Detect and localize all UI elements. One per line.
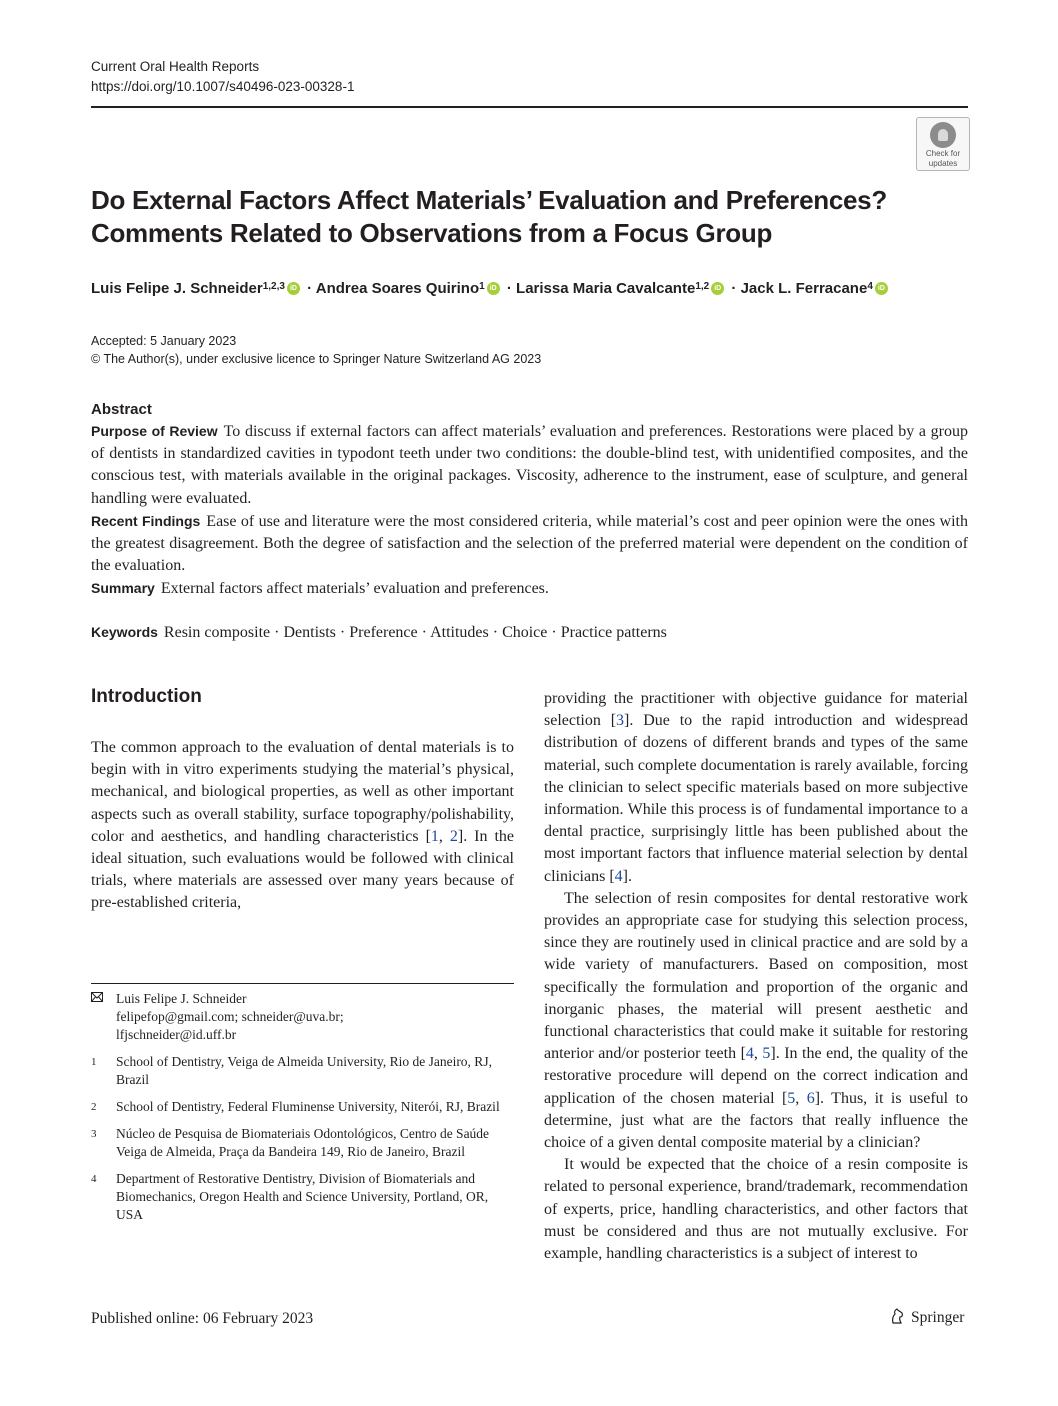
findings-text: Ease of use and literature were the most considered criteria, while material’s cost and peer opinion were the ones with the greatest disagreement. Both the degree of satisfaction and the selection of the preferred material were dependent on the condition of the evaluation. <box>91 512 969 575</box>
purpose-label: Purpose of Review <box>91 423 218 439</box>
citation-link[interactable]: 2 <box>449 827 458 845</box>
author-name[interactable]: Jack L. Ferracane <box>740 280 868 297</box>
citation-link[interactable]: 4 <box>745 1045 754 1063</box>
badge-label-1: Check for <box>925 149 961 158</box>
text-run: ]. Thus, it is useful to determine, just what are the factors that really influence the choice of a given dental composite material by a clinician? <box>544 1089 969 1152</box>
copyright-notice: © The Author(s), under exclusive licence to Springer Nature Switzerland AG 2023 <box>91 352 542 366</box>
citation-link[interactable]: 5 <box>787 1089 796 1107</box>
orcid-icon[interactable]: iD <box>875 282 888 295</box>
accepted-date: Accepted: 5 January 2023 <box>91 334 237 348</box>
author-name[interactable]: Andrea Soares Quirino <box>315 280 480 297</box>
left-column <box>91 685 514 915</box>
article-title <box>91 184 951 250</box>
text-run: The selection of resin composites for dental restorative work provides an appropriate case for studying this selection process, since they are routinely used in clinical practice and are sold by a wide variety of manufacturers. Based on composition, most specifically the formulation and proportion of the organic and inorganic phases, the material will present aesthetic and functional characteristics that could make it suitable for restoring anterior and/or posterior teeth [ <box>544 889 968 1063</box>
check-for-updates-badge[interactable] <box>916 117 970 171</box>
email-link[interactable]: felipefop@gmail.com; schneider@uva.br; <box>116 1009 344 1024</box>
envelope-icon <box>91 990 116 1044</box>
citation-link[interactable]: 4 <box>614 867 623 885</box>
affiliation-2 <box>91 1098 514 1116</box>
summary-label: Summary <box>91 580 155 597</box>
right-column <box>544 688 968 1265</box>
title-line-1: Do External Factors Affect Materials’ Evaluation and Preferences? <box>91 185 887 215</box>
author-name[interactable]: Luis Felipe J. Schneider <box>91 280 263 297</box>
text-run: The common approach to the evaluation of dental materials is to begin with in vitro experiments studying the material’s physical, mechanical, and biological properties, as well as other important aspects such as overall stability, surface topography/polishability, color and aesthetics, and handling characteristics [ <box>91 739 514 845</box>
footnote-rule <box>91 983 514 984</box>
affiliation-1 <box>91 1053 514 1089</box>
badge-label-2: updates <box>928 159 958 168</box>
author-list <box>91 278 971 300</box>
doi-link[interactable]: https://doi.org/10.1007/s40496-023-00328-1 <box>91 79 355 94</box>
author-affiliation: 4 <box>867 281 873 292</box>
orcid-icon[interactable]: iD <box>487 282 500 295</box>
citation-link[interactable]: 6 <box>806 1089 815 1107</box>
affiliation-3 <box>91 1125 514 1161</box>
footnotes <box>91 990 514 1233</box>
intro-paragraph-3 <box>544 888 968 1154</box>
affiliation-text: School of Dentistry, Veiga de Almeida University, Rio de Janeiro, RJ, Brazil <box>116 1054 492 1087</box>
keywords-label: Keywords <box>91 624 158 640</box>
affiliation-text: Department of Restorative Dentistry, Division of Biomaterials and Biomechanics, Oregon Health and Science University, Portland, OR, USA <box>116 1171 489 1222</box>
author-affiliation: 1 <box>479 281 485 292</box>
affiliation-text: School of Dentistry, Federal Fluminense University, Niterói, RJ, Brazil <box>116 1099 500 1114</box>
springer-horse-icon <box>890 1308 905 1324</box>
orcid-icon[interactable]: iD <box>287 282 300 295</box>
intro-paragraph-1 <box>91 737 514 915</box>
affiliation-number: 2 <box>91 1101 97 1113</box>
citation-link[interactable]: 1 <box>430 827 439 845</box>
intro-paragraph-4: It would be expected that the choice of a resin composite is related to personal experience, brand/trademark, recommendation of experts, price, handling characteristics, and other factors that must be considered and thus are not mutually exclusive. For example, handling characteristics is a subject of interest to <box>544 1156 968 1263</box>
text-run: , <box>438 827 450 845</box>
text-run: , <box>795 1089 807 1107</box>
text-run: providing the practitioner with objective guidance for material selection [ <box>544 690 968 730</box>
journal-header <box>91 57 354 97</box>
citation-link[interactable]: 5 <box>762 1045 771 1063</box>
summary-text: External factors affect materials’ evaluation and preferences. <box>160 580 549 598</box>
section-heading-introduction: Introduction <box>91 686 202 707</box>
affiliation-number: 3 <box>91 1128 97 1140</box>
keywords-text: Resin composite · Dentists · Preference · Attitudes · Choice · Practice patterns <box>163 624 667 641</box>
author-separator: · <box>727 280 741 297</box>
intro-paragraph-2 <box>544 688 968 888</box>
author-affiliation: 1,2,3 <box>262 281 285 292</box>
text-run: ]. In the ideal situation, such evaluations would be followed with clinical trials, where materials are assessed over many years because of pre-established criteria, <box>91 827 515 912</box>
author-separator: · <box>502 280 517 297</box>
publisher-name: Springer <box>911 1309 965 1326</box>
purpose-text: To discuss if external factors can affect materials’ evaluation and preferences. Restorations were placed by a group of dentists in standardized cavities in typodont teeth under two conditions: the double-blind test, with unidentified composites, and the conscious test, with materials available in the original packages. Viscosity, adherence to the instrument, ease of sculpture, and general handling were evaluated. <box>91 423 969 507</box>
affiliation-number: 4 <box>91 1173 97 1185</box>
text-run: ]. In the end, the quality of the restorative procedure will depend on the correct indication and application of the chosen material [ <box>544 1045 968 1107</box>
author-name[interactable]: Larissa Maria Cavalcante <box>516 280 696 297</box>
text-run: ]. Due to the rapid introduction and widespread distribution of dozens of different brands and types of the same material, such complete documentation is rarely available, forcing the clinician to select specific materials based on more subjective information. While this process is of fundamental importance to a dental practice, surprisingly little has been published about the most important factors that influence material selection by dental clinicians [ <box>544 712 968 885</box>
affiliation-4 <box>91 1170 514 1224</box>
header-rule <box>91 106 968 108</box>
abstract-section <box>91 400 968 601</box>
publisher-logo <box>890 1308 964 1328</box>
abstract-summary <box>91 577 968 600</box>
corresponding-name: Luis Felipe J. Schneider <box>116 991 247 1006</box>
published-online: Published online: 06 February 2023 <box>91 1310 314 1327</box>
orcid-icon[interactable]: iD <box>711 282 724 295</box>
abstract-heading: Abstract <box>91 401 152 418</box>
article-dates <box>91 332 541 368</box>
text-run: , <box>753 1045 763 1063</box>
bookmark-icon <box>930 122 956 148</box>
journal-name: Current Oral Health Reports <box>91 59 260 74</box>
corresponding-author <box>91 990 514 1044</box>
text-run: ]. <box>622 867 632 885</box>
email-link[interactable]: lfjschneider@id.uff.br <box>116 1027 237 1042</box>
author-separator: · <box>302 280 316 297</box>
affiliation-text: Núcleo de Pesquisa de Biomateriais Odontológicos, Centro de Saúde Veiga de Almeida, Praça da Bandeira 149, Rio de Janeiro, Brazil <box>116 1126 490 1159</box>
citation-link[interactable]: 3 <box>616 712 625 730</box>
abstract-findings <box>91 510 968 578</box>
title-line-2: Comments Related to Observations from a Focus Group <box>91 218 773 248</box>
findings-label: Recent Findings <box>91 512 201 529</box>
author-affiliation: 1,2 <box>695 281 710 292</box>
abstract-purpose <box>91 420 968 510</box>
affiliation-number: 1 <box>91 1056 97 1068</box>
keywords <box>91 621 968 644</box>
